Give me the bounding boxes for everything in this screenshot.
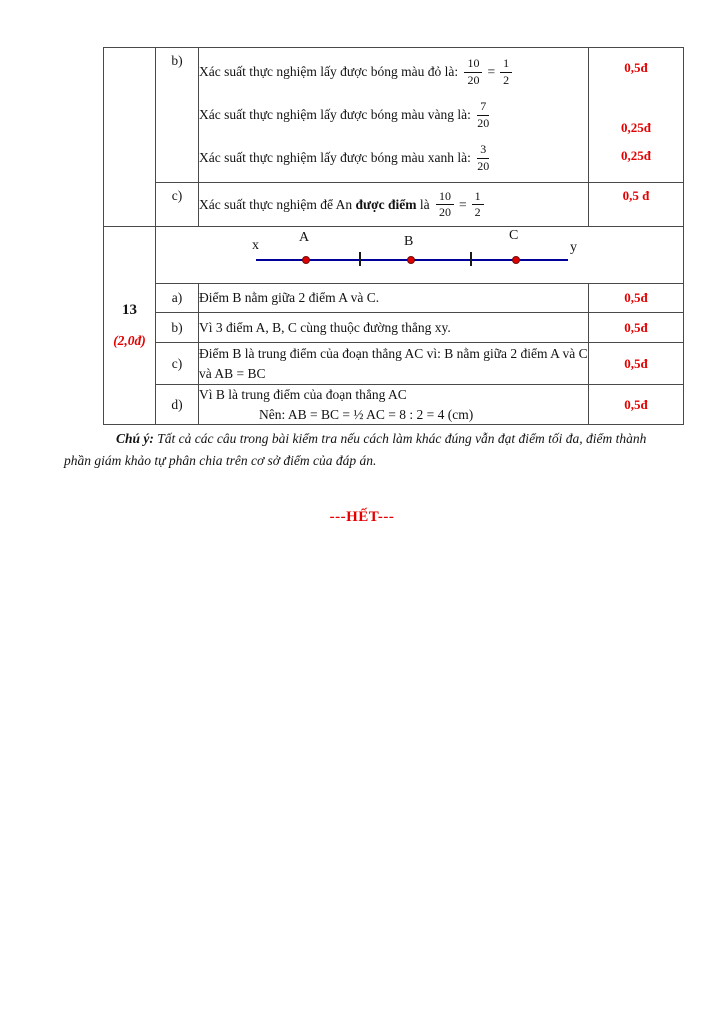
part-label-cell	[156, 183, 199, 227]
fraction: $\frac{1}{2}$	[472, 190, 484, 220]
answer-text: Điểm B là trung điểm của đoạn thẳng AC vì: B nằm giữa 2 điểm A và C và AB = BC	[199, 345, 588, 381]
points-cell	[589, 284, 684, 313]
equals-sign: =	[458, 196, 467, 212]
answer-text: Xác suất thực nghiệm lấy được bóng màu xanh là:	[199, 150, 475, 165]
point-b-label: B	[404, 234, 414, 249]
table-row-q13d	[104, 385, 684, 425]
part-label-cell	[156, 385, 199, 425]
points-value: 0,5 đ	[622, 188, 650, 203]
probability-line-score	[199, 185, 588, 225]
points-value: 0,5đ	[624, 290, 648, 305]
fraction: $\frac{3}{20}$	[477, 142, 490, 173]
part-label: a)	[171, 290, 183, 305]
points-value: 0,25đ	[621, 148, 651, 163]
points-value: 0,25đ	[621, 120, 651, 135]
answer-text-line2: Nên: AB = BC = ½ AC = 8 : 2 = 4 (cm)	[259, 406, 474, 422]
part-label-cell	[156, 284, 199, 313]
grading-note	[64, 428, 656, 471]
end-of-document-marker: ---HẾT---	[329, 509, 395, 525]
points-cell	[589, 343, 684, 385]
points-value: 0,5đ	[624, 319, 648, 335]
fraction: $\frac{10}{20}$	[436, 190, 454, 220]
table-row-q12b	[104, 48, 684, 183]
bold-phrase: được điểm	[355, 196, 417, 212]
question-number-cell	[104, 227, 156, 425]
question-number-cell-empty	[104, 48, 156, 227]
table-row-q13b	[104, 313, 684, 343]
line-endpoint-y-label: y	[570, 240, 577, 255]
part-label: c)	[171, 188, 183, 203]
fraction: $\frac{1}{2}$	[500, 57, 512, 87]
point-c-dot	[512, 256, 520, 264]
point-a-dot	[302, 256, 310, 264]
answer-cell	[199, 183, 589, 227]
question-total-points: (2,0đ)	[113, 333, 146, 349]
points-cell	[589, 385, 684, 425]
answer-text: Xác suất thực nghiệm để An được điểm là	[199, 196, 433, 212]
points-cell	[589, 48, 684, 183]
question-number: 13	[122, 302, 137, 319]
answer-text: Xác suất thực nghiệm lấy được bóng màu đỏ là:	[199, 64, 462, 79]
part-label: b)	[171, 319, 183, 335]
part-label: d)	[171, 396, 183, 412]
probability-line-yellow	[199, 94, 588, 137]
points-value: 0,5đ	[624, 355, 648, 371]
fraction: $\frac{10}{20}$	[464, 57, 482, 87]
part-label: c)	[171, 355, 183, 371]
equals-sign: =	[487, 64, 496, 79]
line-endpoint-x-label: x	[252, 238, 259, 253]
fraction: $\frac{7}{20}$	[477, 99, 490, 130]
answer-key-table	[103, 47, 684, 425]
point-a-label: A	[299, 230, 310, 245]
points-value: 0,5đ	[624, 396, 648, 412]
probability-line-red	[199, 51, 588, 94]
answer-text: Xác suất thực nghiệm lấy được bóng màu vàng là:	[199, 107, 475, 122]
points-cell	[589, 313, 684, 343]
answer-cell	[199, 48, 589, 183]
answer-text-line1: Vì B là trung điểm của đoạn thẳng AC	[199, 387, 407, 402]
note-text: Tất cả các câu trong bài kiểm tra nếu cách làm khác đúng vẫn đạt điểm tối đa, điểm thành phần giám khảo tự phân chia trên cơ sở điểm của đáp án.	[64, 431, 647, 468]
point-b-dot	[407, 256, 415, 264]
points-cell	[589, 183, 684, 227]
table-row-q13c	[104, 343, 684, 385]
tick-mark-left	[359, 252, 361, 266]
point-c-label: C	[509, 228, 519, 243]
answer-cell	[199, 284, 589, 313]
table-row-q13a	[104, 284, 684, 313]
number-line-diagram	[156, 227, 684, 284]
probability-line-blue	[199, 137, 588, 180]
answer-cell	[199, 385, 589, 425]
part-label-cell	[156, 313, 199, 343]
answer-cell	[199, 343, 589, 385]
answer-cell	[199, 313, 589, 343]
answer-text: Điểm B nằm giữa 2 điểm A và C.	[199, 290, 380, 306]
tick-mark-right	[470, 252, 472, 266]
table-row-q12c	[104, 183, 684, 227]
table-row-q13-diagram	[104, 227, 684, 284]
note-label: Chú ý:	[116, 431, 154, 446]
part-label: b)	[171, 53, 183, 68]
part-label-cell	[156, 48, 199, 183]
points-stack	[589, 53, 683, 182]
part-label-cell	[156, 343, 199, 385]
answer-text: Vì 3 điểm A, B, C cùng thuộc đường thẳng xy.	[199, 319, 451, 335]
points-value: 0,5đ	[624, 60, 648, 75]
